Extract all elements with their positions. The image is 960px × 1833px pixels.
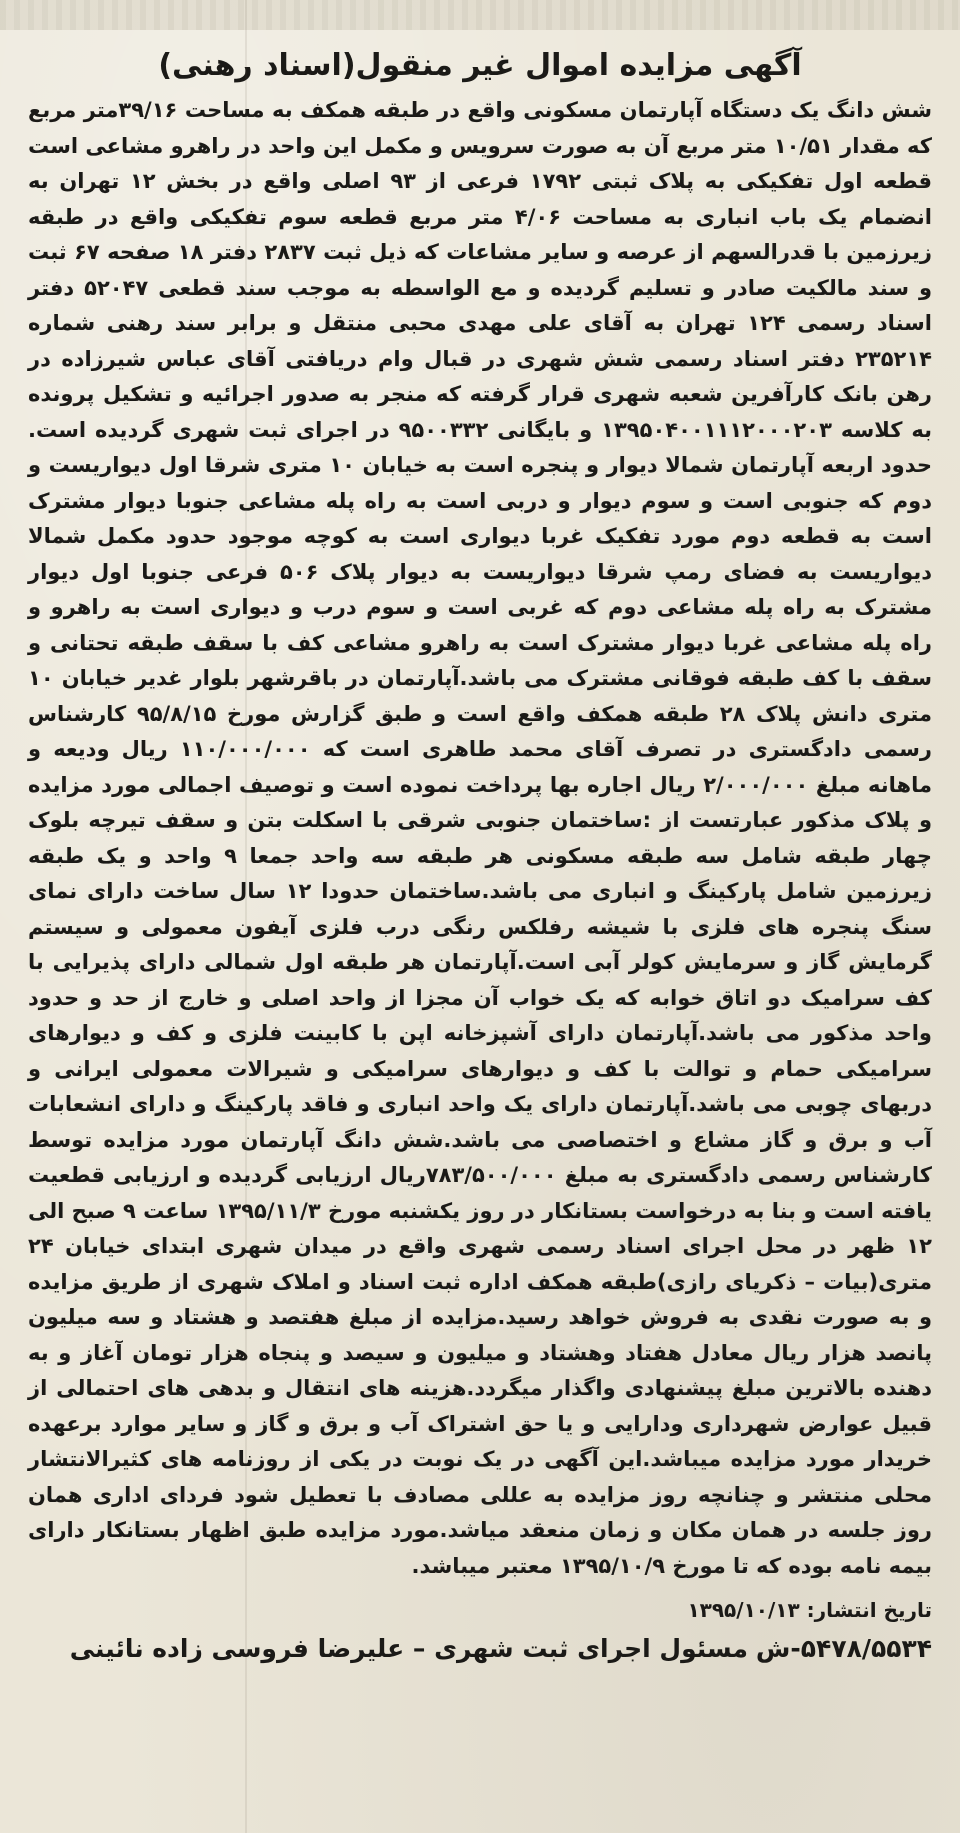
notice-body: شش دانگ یک دستگاه آپارتمان مسکونی واقع در طبقه همکف به مساحت ۳۹/۱۶متر مربع که مقدار ۱۰/۵۱ متر مربع آن به صورت سرویس و مکمل این واحد در راهرو مشاعی است قطعه اول تفکیکی به پلاک ثبتی ۱۷۹۲ فرعی از ۹۳ اصلی واقع در بخش ۱۲ تهران به انضمام یک باب انباری به مساحت ۴/۰۶ متر مربع قطعه سوم تفکیکی واقع در طبقه زیرزمین با قدرالسهم از عرصه و سایر مشاعات که ذیل ثبت ۲۸۳۷ دفتر ۱۸ صفحه ۶۷ ثبت و سند مالکیت صادر و تسلیم گردیده و مع الواسطه به موجب سند قطعی ۵۲۰۴۷ دفتر اسناد رسمی ۱۲۴ تهران به آقای علی مهدی محبی منتقل و برابر سند رهنی شماره ۲۳۵۲۱۴ دفتر اسناد رسمی شش شهری در قبال وام دریافتی آقای عباس شیرزاده در رهن بانک کارآفرین شعبه شهری قرار گرفته که منجر به صدور اجرائیه و تشکیل پرونده به کلاسه ۱۳۹۵۰۴۰۰۱۱۱۲۰۰۰۲۰۳ و بایگانی ۹۵۰۰۳۳۲ در اجرای ثبت شهری گردیده است. حدود اربعه آپارتمان شمالا دیوار و پنجره است به خیابان ۱۰ متری شرقا اول دیواریست و دوم که جنوبی است و سوم دیوار و دربی است به راه پله مشاعی جنوبا دیوار مشترک است به قطعه دوم مورد تفکیک غربا دیواری است به کوچه موجود حدود مکمل شمالا دیواریست به فضای رمپ شرقا دیواریست به دیوار پلاک ۵۰۶ فرعی جنوبا اول دیوار مشترک به راه پله مشاعی دوم که غربی است و سوم درب و دیواری است به راهرو و راه پله مشاعی غربا دیوار مشترک است به راهرو مشاعی کف با سقف طبقه تحتانی و سقف با کف طبقه فوقانی مشترک می باشد.آپارتمان در باقرشهر بلوار غدیر خیابان ۱۰ متری دانش پلاک ۲۸ طبقه همکف واقع است و طبق گزارش مورخ ۹۵/۸/۱۵ کارشناس رسمی دادگستری در تصرف آقای محمد طاهری است که ۱۱۰/۰۰۰/۰۰۰ ریال ودیعه و ماهانه مبلغ ۲/۰۰۰/۰۰۰ ریال اجاره بها پرداخت نموده است و توصیف اجمالی مورد مزایده و پلاک مذکور عبارتست از :ساختمان جنوبی شرقی با اسکلت بتن و سقف تیرچه بلوک چهار طبقه شامل سه طبقه مسکونی هر طبقه سه واحد جمعا ۹ واحد و یک طبقه زیرزمین شامل پارکینگ و انباری می باشد.ساختمان حدودا ۱۲ سال ساخت دارای نمای سنگ پنجره های فلزی با شیشه رفلکس رنگی درب فلزی آیفون معمولی و سیستم گرمایش گاز و سرمایش کولر آبی است.آپارتمان هر طبقه اول شمالی دارای پذیرایی با کف سرامیک دو اتاق خوابه که یک خواب آن مجزا از واحد اصلی و خارج از حد و حدود واحد مذکور می باشد.آپارتمان دارای آشپزخانه اپن با کابینت فلزی و کف و دیوارهای سرامیکی حمام و توالت با کف و دیوارهای سرامیکی و شیرالات معمولی ایرانی و دربهای چوبی می باشد.آپارتمان دارای یک واحد انباری و فاقد پارکینگ و دارای انشعابات آب و برق و گاز مشاع و اختصاصی می باشد.شش دانگ آپارتمان مورد مزایده توسط کارشناس رسمی دادگستری به مبلغ ۷۸۳/۵۰۰/۰۰۰ریال ارزیابی گردیده و ارزیابی قطعیت یافته است و بنا به درخواست بستانکار در روز یکشنبه مورخ ۱۳۹۵/۱۱/۳ ساعت ۹ صبح الی ۱۲ ظهر در محل اجرای اسناد رسمی شهری واقع در میدان شهری ابتدای خیابان ۲۴ متری(بیات – ذکریای رازی)طبقه همکف اداره ثبت اسناد و املاک شهری از طریق مزایده و به صورت نقدی به فروش خواهد رسید.مزایده از مبلغ هفتصد و هشتاد و سه میلیون پانصد هزار ریال معادل هفتاد وهشتاد و میلیون و سیصد و پنجاه هزار تومان آغاز و به دهنده بالاترین مبلغ پیشنهادی واگذار میگردد.هزینه های انتقال و بدهی های احتمالی از قبیل عوارض شهرداری ودارایی و یا حق اشتراک آب و برق و گاز و سایر موارد برعهده خریدار مورد مزایده میباشد.این آگهی در یک نوبت در یکی از روزنامه های کثیرالانتشار محلی منتشر و چنانچه روز مزایده به عللی مصادف با تعطیل شود فردای اداری همان روز جلسه در همان مکان و زمان منعقد میاشد.مورد مزایده طبق اظهار بستانکار دارای بیمه نامه بوده که تا مورخ ۱۳۹۵/۱۰/۹ معتبر میباشد. [28,98,933,1578]
paper-fold-line [245,0,247,1833]
publish-date: تاریخ انتشار: ۱۳۹۵/۱۰/۱۳ [687,1598,932,1622]
official-signature: مسئول اجرای ثبت شهری – علیرضا فروسی زاده نائینی [69,1634,748,1663]
notice-footer [28,1634,932,1663]
torn-top-edge [0,0,960,30]
notice-code: ۵۴۷۸/۵۵۳۴-ش [755,1634,932,1663]
notice-title: آگهی مزایده اموال غیر منقول(اسناد رهنی) [158,48,802,83]
